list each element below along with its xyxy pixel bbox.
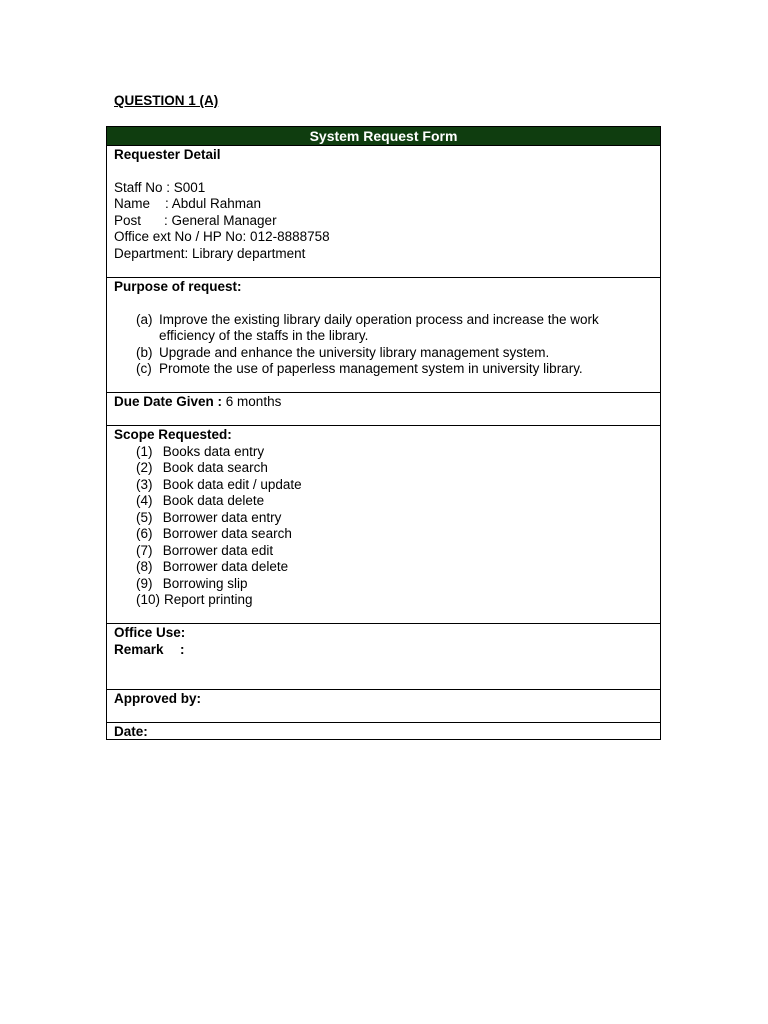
purpose-text: Upgrade and enhance the university library management system.: [159, 344, 550, 360]
scope-text: Report printing: [164, 592, 253, 607]
scope-text: Borrower data entry: [162, 509, 282, 525]
purpose-marker: (a): [136, 311, 153, 327]
due-date-section: [107, 393, 660, 426]
scope-marker: (7): [136, 542, 153, 558]
post-row: [114, 213, 660, 230]
purpose-marker: (b): [136, 344, 153, 360]
post-value: : General Manager: [164, 212, 277, 228]
scope-text: Borrower data edit: [162, 542, 274, 558]
purpose-text: Improve the existing library daily operation process and increase the work efficiency of the staffs in the library.: [159, 311, 599, 343]
scope-text: Borrower data search: [162, 526, 292, 541]
scope-marker: (9): [136, 575, 153, 591]
requester-detail-heading: Requester Detail: [114, 147, 221, 162]
requester-detail-section: [107, 146, 660, 278]
scope-marker: (10): [136, 592, 161, 607]
name-label: Name: [114, 196, 151, 211]
date-section: [107, 723, 660, 739]
scope-item: [114, 477, 660, 494]
office-use-heading: Office Use:: [114, 625, 186, 640]
purpose-section: [107, 278, 660, 393]
scope-marker: (5): [136, 509, 153, 525]
office-use-section: [107, 624, 660, 690]
name-value: : Abdul Rahman: [165, 196, 262, 211]
due-date-value: 6 months: [225, 394, 282, 409]
purpose-item: [114, 361, 660, 378]
remark-colon: :: [180, 641, 185, 657]
scope-text: Book data delete: [162, 493, 265, 508]
approved-by-section: [107, 690, 660, 723]
scope-heading: Scope Requested:: [114, 427, 232, 442]
purpose-text: Promote the use of paperless management system in university library.: [159, 361, 583, 376]
scope-marker: (3): [136, 476, 153, 492]
staff-no: Staff No : S001: [114, 179, 206, 195]
scope-item: [114, 543, 660, 560]
scope-marker: (2): [136, 460, 153, 475]
question-heading: QUESTION 1 (A): [114, 93, 219, 108]
department: Department: Library department: [114, 245, 306, 261]
scope-marker: (4): [136, 493, 153, 508]
scope-item: [114, 526, 660, 543]
purpose-heading: Purpose of request:: [114, 279, 242, 294]
due-date-label: Due Date Given :: [114, 394, 223, 409]
scope-text: Borrowing slip: [162, 575, 248, 591]
scope-section: [107, 426, 660, 624]
purpose-list: [114, 312, 660, 378]
remark-row: [114, 642, 660, 659]
scope-marker: (6): [136, 526, 153, 541]
name-row: [114, 196, 660, 213]
scope-text: Book data edit / update: [162, 476, 302, 492]
scope-text: Book data search: [162, 460, 268, 475]
scope-item: [114, 559, 660, 576]
scope-item: [114, 444, 660, 461]
purpose-marker: (c): [136, 361, 152, 376]
remark-label: Remark: [114, 641, 164, 657]
scope-item: [114, 460, 660, 477]
scope-marker: (8): [136, 559, 153, 574]
scope-item: [114, 576, 660, 593]
scope-item: [114, 510, 660, 527]
scope-marker: (1): [136, 443, 153, 459]
scope-text: Books data entry: [162, 443, 265, 459]
scope-item: [114, 592, 660, 609]
office-ext: Office ext No / HP No: 012-8888758: [114, 229, 330, 244]
post-label: Post: [114, 212, 142, 228]
purpose-item: [114, 345, 660, 362]
purpose-item: [114, 312, 660, 345]
form-title: System Request Form: [107, 127, 660, 146]
approved-by-label: Approved by:: [114, 691, 202, 706]
scope-text: Borrower data delete: [162, 559, 289, 574]
date-label: Date:: [114, 724, 148, 739]
scope-item: [114, 493, 660, 510]
system-request-form: [106, 126, 661, 740]
